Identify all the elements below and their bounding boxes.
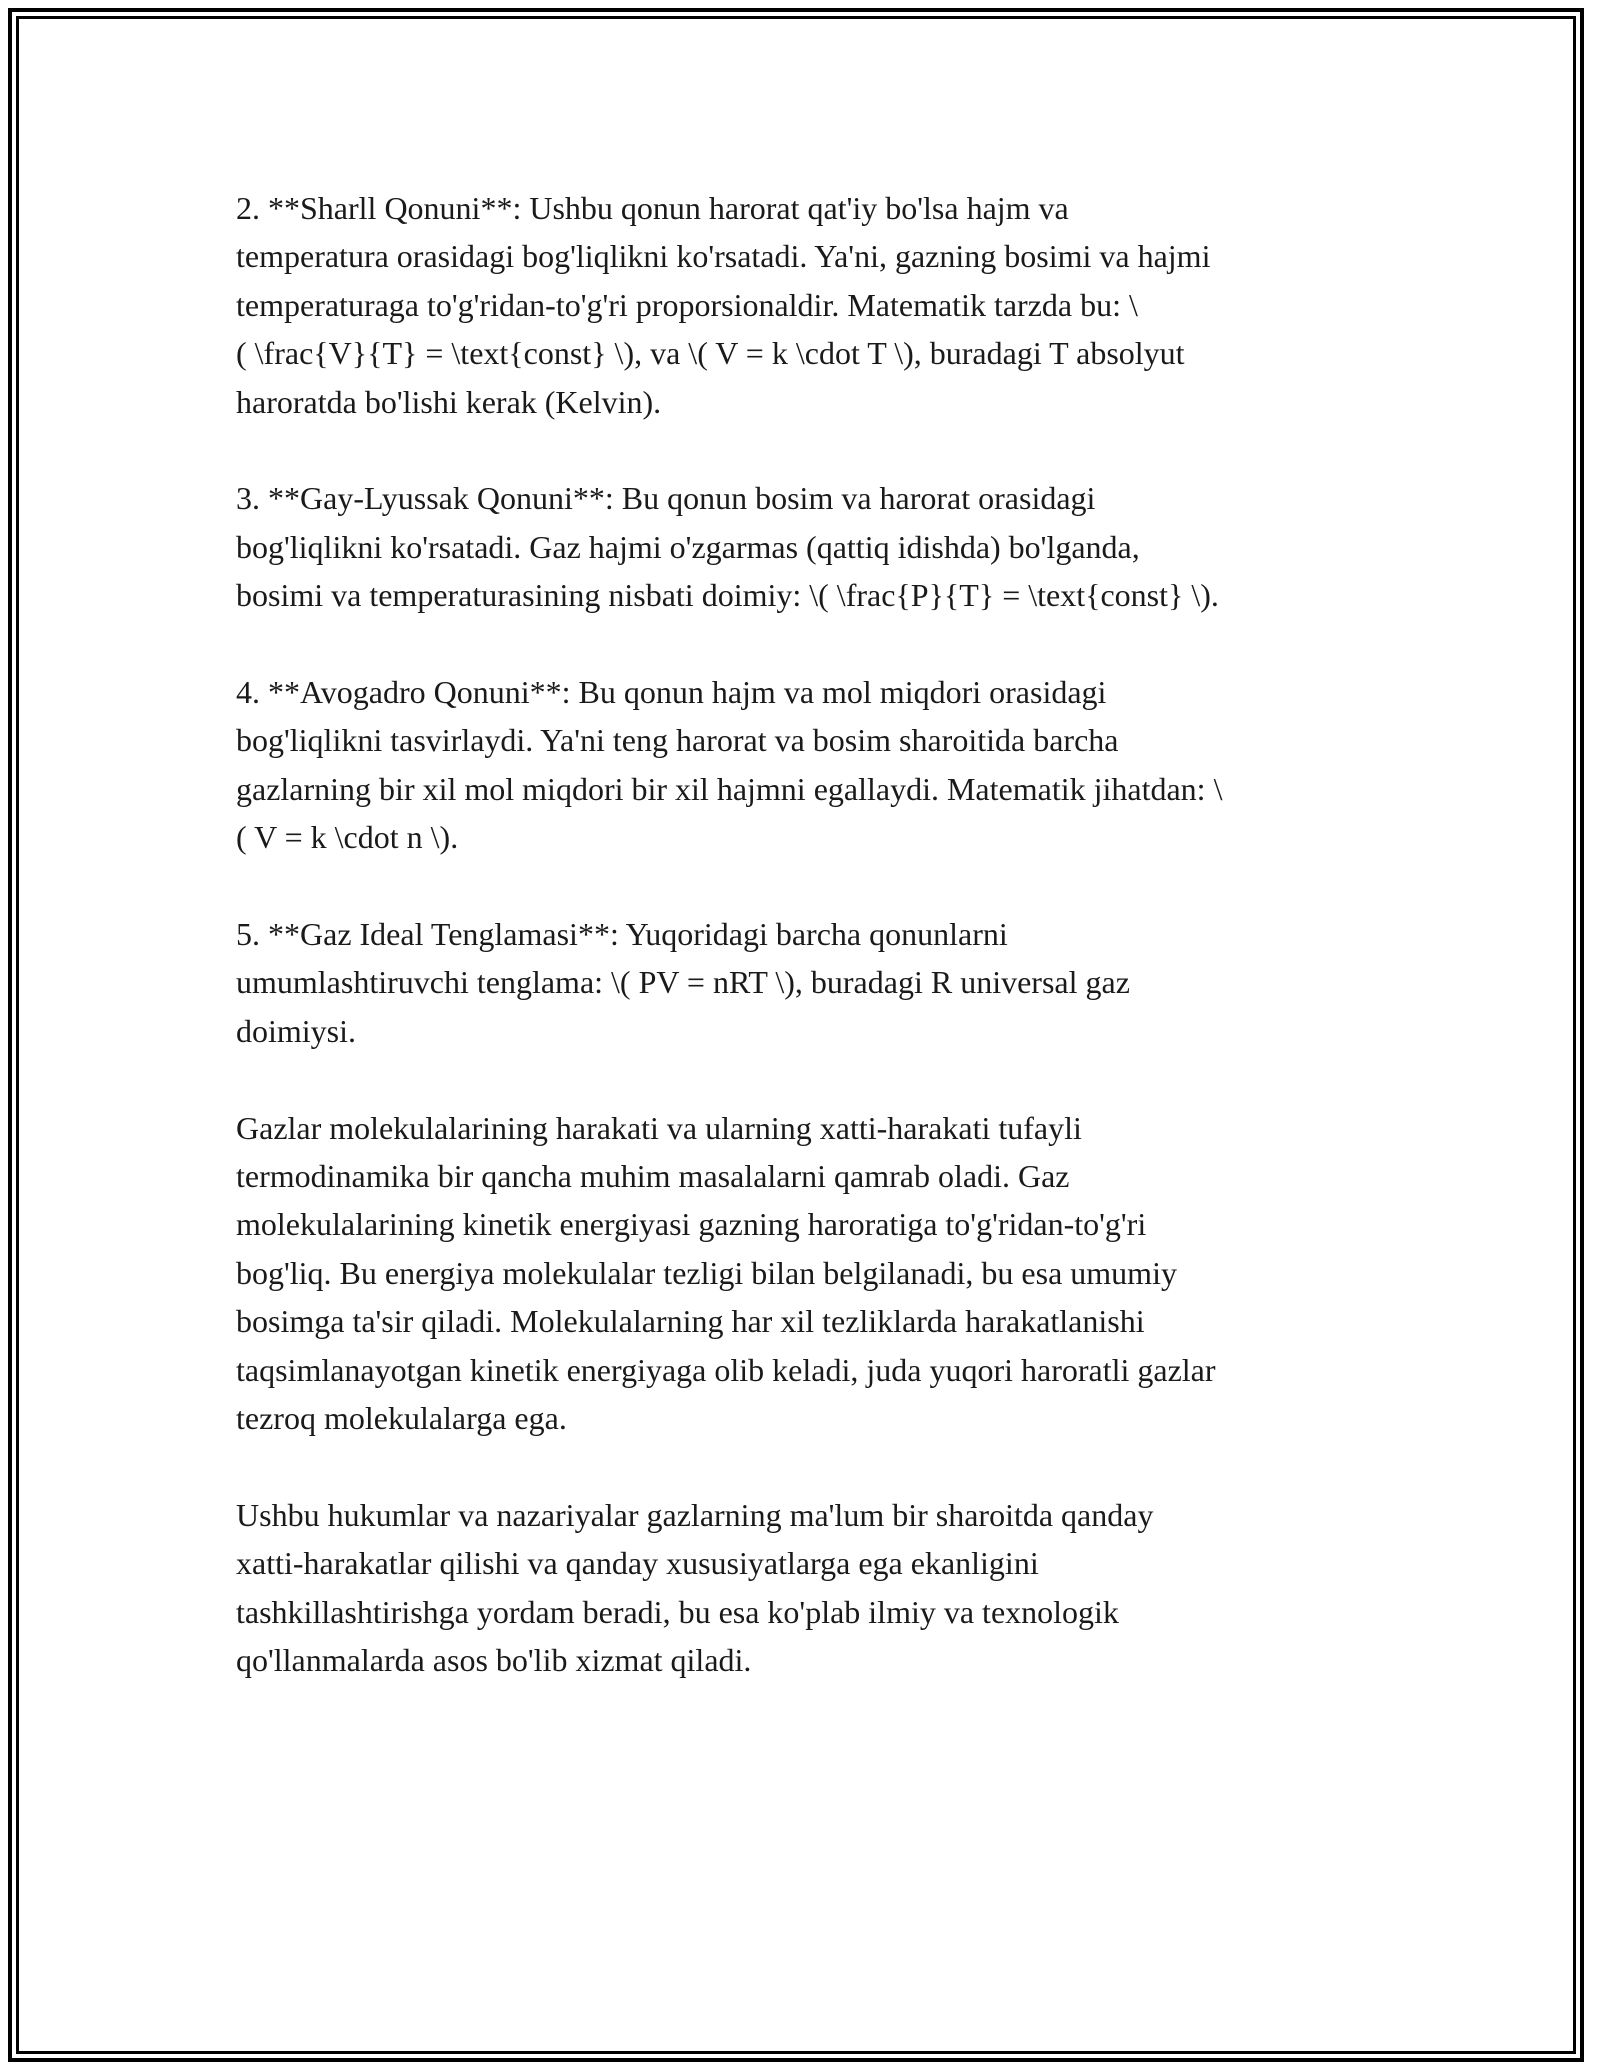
text-line: temperatura orasidagi bog'liqlikni ko'rsatadi. Ya'ni, gazning bosimi va hajmi: [236, 238, 1211, 275]
text-line: taqsimlanayotgan kinetik energiyaga olib keladi, juda yuqori haroratli gazlar: [236, 1351, 1216, 1388]
text-line: temperaturaga to'g'ridan-to'g'ri proporsionaldir. Matematik tarzda bu: \: [236, 286, 1138, 323]
text-line: bosimga ta'sir qiladi. Molekulalarning har xil tezliklarda harakatlanishi: [236, 1303, 1145, 1340]
text-line: bosimi va temperaturasining nisbati doimiy: \( \frac{P}{T} = \text{const} \).: [236, 577, 1219, 614]
paragraph-avogadro-law: [236, 668, 1376, 862]
text-line: ( V = k \cdot n \).: [236, 819, 459, 856]
text-line: tashkillashtirishga yordam beradi, bu esa ko'plab ilmiy va texnologik: [236, 1593, 1119, 1630]
text-line: 3. **Gay-Lyussak Qonuni**: Bu qonun bosim va harorat orasidagi: [236, 480, 1096, 517]
text-line: bog'liq. Bu energiya molekulalar tezligi bilan belgilanadi, bu esa umumiy: [236, 1254, 1177, 1291]
text-line: 5. **Gaz Ideal Tenglamasi**: Yuqoridagi barcha qonunlarni: [236, 916, 1008, 953]
text-line: gazlarning bir xil mol miqdori bir xil hajmni egallaydi. Matematik jihatdan: \: [236, 770, 1223, 807]
text-line: Gazlar molekulalarining harakati va ularning xatti-harakati tufayli: [236, 1109, 1082, 1146]
paragraph-charles-law: [236, 184, 1376, 426]
paragraph-gay-lussac-law: [236, 474, 1376, 619]
text-line: 4. **Avogadro Qonuni**: Bu qonun hajm va mol miqdori orasidagi: [236, 674, 1107, 711]
text-line: umumlashtiruvchi tenglama: \( PV = nRT \), buradagi R universal gaz: [236, 964, 1130, 1001]
text-line: bog'liqlikni ko'rsatadi. Gaz hajmi o'zgarmas (qattiq idishda) bo'lganda,: [236, 528, 1140, 565]
text-line: ( \frac{V}{T} = \text{const} \), va \( V = k \cdot T \), buradagi T absolyut: [236, 335, 1185, 372]
text-line: Ushbu hukumlar va nazariyalar gazlarning ma'lum bir sharoitda qanday: [236, 1496, 1154, 1533]
text-line: haroratda bo'lishi kerak (Kelvin).: [236, 383, 662, 420]
text-line: qo'llanmalarda asos bo'lib xizmat qiladi.: [236, 1642, 752, 1679]
text-line: bog'liqlikni tasvirlaydi. Ya'ni teng harorat va bosim sharoitida barcha: [236, 722, 1119, 759]
text-line: doimiysi.: [236, 1012, 357, 1049]
text-line: tezroq molekulalarga ega.: [236, 1400, 567, 1437]
text-line: xatti-harakatlar qilishi va qanday xususiyatlarga ega ekanligini: [236, 1545, 1039, 1582]
paragraph-ideal-gas-equation: [236, 910, 1376, 1055]
paragraph-conclusion: [236, 1491, 1376, 1685]
paragraph-molecular-motion: [236, 1104, 1376, 1443]
text-line: termodinamika bir qancha muhim masalalarni qamrab oladi. Gaz: [236, 1158, 1070, 1195]
text-line: molekulalarining kinetik energiyasi gazning haroratiga to'g'ridan-to'g'ri: [236, 1206, 1147, 1243]
document-body: [236, 184, 1376, 1733]
text-line: 2. **Sharll Qonuni**: Ushbu qonun harorat qat'iy bo'lsa hajm va: [236, 190, 1069, 226]
